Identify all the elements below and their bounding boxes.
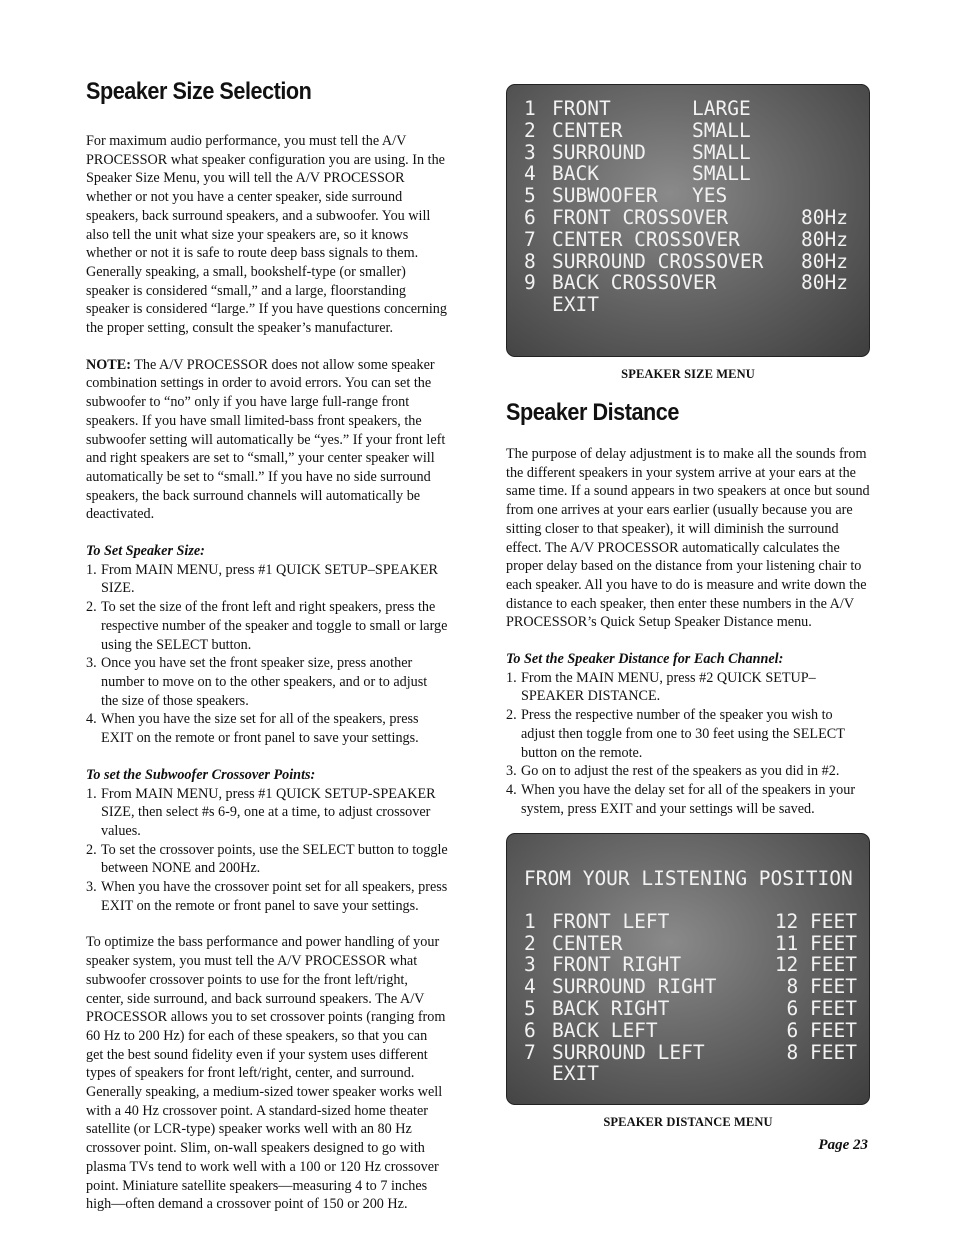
list-item: 4. When you have the delay set for all of the speakers in your system, press EXIT and your settings will be saved. bbox=[506, 781, 856, 817]
size-menu-row-crossover bbox=[801, 185, 869, 207]
distance-menu-header: FROM YOUR LISTENING POSITION bbox=[524, 867, 853, 890]
speaker-size-menu-caption: SPEAKER SIZE MENU bbox=[621, 367, 755, 381]
list-item: 1. From MAIN MENU, press #1 QUICK SETUP-SPEAKER SIZE, then select #s 6-9, one at a time, to adjust crossover values. bbox=[86, 785, 436, 839]
size-menu-row bbox=[524, 163, 869, 185]
distance-menu-row bbox=[524, 954, 869, 976]
distance-menu-row-value: 12 FEET bbox=[774, 953, 857, 977]
subheading-speaker-distance: To Set the Speaker Distance for Each Channel: bbox=[506, 651, 784, 668]
distance-menu-row-label: BACK RIGHT bbox=[552, 996, 670, 1020]
distance-menu-row-label: SURROUND RIGHT bbox=[552, 975, 717, 999]
bass-paragraph: To optimize the bass performance and power handling of your speaker system, you must tell the A/V PROCESSOR what subwoofer crossover points to use for the front left/right, center, side surround, and back surround speakers. The A/V PROCESSOR allows you to set crossover points (ranging from 60 Hz to 200 Hz) for each of these speakers, so that you can get the best sound fidelity even if your system uses different types of speakers for front left/right, center, and surround. Generally speaking, a medium-sized tower speaker works well with a 40 Hz crossover point. A standard-sized home theater satellite (or LCR-type) speaker works well with an 80 Hz crossover point. Slim, on-wall speakers designed to go with plasma TVs tend to work well with a 100 or 120 Hz crossover point. Miniature satellite speakers—measuring 4 to 7 inches high—often demand a crossover point of 150 or 200 Hz. bbox=[86, 934, 446, 1213]
note-label: NOTE: bbox=[86, 356, 131, 373]
size-menu-row-number: 7 bbox=[524, 227, 536, 251]
distance-menu-row-value: 8 FEET bbox=[786, 1040, 857, 1064]
size-menu-row bbox=[524, 294, 869, 316]
distance-menu-row-label: BACK LEFT bbox=[552, 1018, 658, 1042]
list-item: 4. When you have the size set for all of the speakers, press EXIT on the remote or front panel to save your settings. bbox=[86, 711, 419, 747]
speaker-distance-intro: The purpose of delay adjustment is to make all the sounds from the different speakers in your system arrive at your ears at the same time. If a sound appears in two speakers at once but sound from one arrives at your ears earlier (usually because you are sitting closer to that speaker), it will diminish the surround effect. The A/V PROCESSOR automatically calculates the proper delay based on the distance from your listening chair to each speaker. All you have to do is measure and write down the distance to each speaker, then enter these numbers in the A/V PROCESSOR’s Quick Setup Speaker Distance menu. bbox=[506, 446, 870, 631]
right-column bbox=[506, 84, 870, 1129]
list-item: 2. Press the respective number of the speaker you wish to adjust then toggle from one to 30 feet using the SELECT button on the remote. bbox=[506, 707, 845, 761]
note-paragraph bbox=[86, 356, 448, 524]
list-item: 2. To set the size of the front left and right speakers, press the respective number of the speaker and toggle to small or large using the SELECT button. bbox=[86, 599, 448, 653]
size-menu-row-crossover: 80Hz bbox=[801, 249, 848, 273]
distance-menu-row bbox=[524, 1063, 869, 1085]
distance-menu-row-label: FRONT LEFT bbox=[552, 909, 670, 933]
list-item: 3. Once you have set the front speaker size, press another number to move on to the other speakers, and or to adjust the size of those speakers. bbox=[86, 655, 428, 709]
size-menu-row-value bbox=[692, 272, 801, 294]
list-item: 2. To set the crossover points, use the SELECT button to toggle between NONE and 200Hz. bbox=[86, 841, 448, 877]
size-menu-row-value bbox=[692, 251, 801, 273]
size-menu-row bbox=[524, 142, 869, 164]
list-set-speaker-size bbox=[86, 561, 448, 748]
speaker-size-menu-rows bbox=[524, 98, 869, 316]
size-menu-row-label: CENTER CROSSOVER bbox=[552, 227, 740, 251]
distance-menu-row-label: FRONT RIGHT bbox=[552, 953, 682, 977]
size-menu-row-label: BACK CROSSOVER bbox=[552, 271, 717, 295]
distance-menu-row-number: 1 bbox=[524, 909, 536, 933]
distance-menu-row-value bbox=[771, 1063, 857, 1085]
distance-menu-row-number: 5 bbox=[524, 996, 536, 1020]
subheading-set-speaker-size: To Set Speaker Size: bbox=[86, 543, 205, 560]
size-menu-row-label: FRONT CROSSOVER bbox=[552, 205, 729, 229]
speaker-distance-menu-caption: SPEAKER DISTANCE MENU bbox=[603, 1115, 773, 1129]
page-number: Page 23 bbox=[818, 1137, 868, 1153]
distance-menu-row-number: 7 bbox=[524, 1040, 536, 1064]
distance-menu-row-number: 4 bbox=[524, 975, 536, 999]
size-menu-row bbox=[524, 120, 869, 142]
size-menu-row-value: YES bbox=[692, 184, 728, 208]
size-menu-row-label: SURROUND bbox=[552, 140, 646, 164]
distance-menu-row bbox=[524, 1042, 869, 1064]
size-menu-row-label: SUBWOOFER bbox=[552, 184, 658, 208]
size-menu-row-number: 3 bbox=[524, 140, 536, 164]
distance-menu-row-label: CENTER bbox=[552, 931, 623, 955]
distance-menu-row-label: EXIT bbox=[552, 1062, 599, 1086]
left-column bbox=[86, 78, 448, 1214]
size-menu-row-number: 6 bbox=[524, 205, 536, 229]
speaker-distance-menu-rows bbox=[524, 911, 869, 1085]
size-menu-row bbox=[524, 229, 869, 251]
size-menu-row-number: 8 bbox=[524, 249, 536, 273]
section-title-speaker-size: Speaker Size Selection bbox=[86, 78, 312, 105]
size-menu-row-value: SMALL bbox=[692, 140, 751, 164]
size-menu-row-crossover: 80Hz bbox=[801, 271, 848, 295]
distance-menu-row-value: 6 FEET bbox=[786, 996, 857, 1020]
size-menu-row-value bbox=[692, 207, 801, 229]
distance-menu-row-number: 3 bbox=[524, 953, 536, 977]
size-menu-row-crossover bbox=[801, 163, 869, 185]
size-menu-row-number: 9 bbox=[524, 271, 536, 295]
size-menu-row bbox=[524, 272, 869, 294]
size-menu-row-value bbox=[692, 229, 801, 251]
list-item: 3. When you have the crossover point set for all speakers, press EXIT on the remote or front panel to save your settings. bbox=[86, 879, 448, 914]
size-menu-row-crossover: 80Hz bbox=[801, 227, 848, 251]
size-menu-row bbox=[524, 251, 869, 273]
list-item: 3. Go on to adjust the rest of the speakers as you did in #2. bbox=[506, 763, 840, 780]
distance-menu-row-number: 6 bbox=[524, 1018, 536, 1042]
distance-menu-row-value: 12 FEET bbox=[774, 909, 857, 933]
distance-menu-row-value: 11 FEET bbox=[774, 931, 857, 955]
speaker-distance-menu-screen bbox=[506, 833, 870, 1105]
speaker-size-menu-screen bbox=[506, 84, 870, 357]
size-menu-row bbox=[524, 185, 869, 207]
list-item: 1. From the MAIN MENU, press #2 QUICK SETUP–SPEAKER DISTANCE. bbox=[506, 669, 816, 705]
distance-menu-row bbox=[524, 1020, 869, 1042]
section-title-speaker-distance: Speaker Distance bbox=[506, 399, 679, 426]
size-menu-row-crossover: 80Hz bbox=[801, 205, 848, 229]
note-text: The A/V PROCESSOR does not allow some speaker combination settings in order to avoid errors. You can set the subwoofer to “no” only if you have large full-range front speakers. If you have small limited-bass front speakers, the subwoofer setting will automatically be “yes.” If your front left and right speakers are set to “small,” your center speaker will automatically be set to “small.” If you have no side surround speakers, the back surround channels will automatically be deactivated. bbox=[86, 356, 446, 523]
speaker-size-intro: For maximum audio performance, you must tell the A/V PROCESSOR what speaker configuration you are using. In the Speaker Size Menu, you will tell the A/V PROCESSOR whether or not you have a center speaker, side surround speakers, back surround speakers, and a subwoofer. You will also tell the unit what size your speakers are, so it knows whether or not it is safe to route deep bass signals to them. Generally speaking, a small, bookshelf-type (or smaller) speaker is considered “small,” and a large, floorstanding speaker is considered “large.” If you have questions concerning the proper setting, consult the speaker’s manufacturer. bbox=[86, 133, 447, 337]
size-menu-row-number: 2 bbox=[524, 118, 536, 142]
subheading-crossover: To set the Subwoofer Crossover Points: bbox=[86, 766, 316, 783]
list-item: 1. From MAIN MENU, press #1 QUICK SETUP–SPEAKER SIZE. bbox=[86, 561, 438, 597]
size-menu-row-label: EXIT bbox=[552, 293, 599, 317]
size-menu-row-number: 4 bbox=[524, 162, 536, 186]
size-menu-row-value bbox=[692, 294, 801, 316]
size-menu-row-crossover bbox=[801, 120, 869, 142]
size-menu-row-crossover bbox=[801, 98, 869, 120]
size-menu-row-label: FRONT bbox=[552, 97, 611, 120]
size-menu-row-number: 5 bbox=[524, 184, 536, 208]
distance-menu-row bbox=[524, 976, 869, 998]
size-menu-row-number bbox=[524, 294, 552, 316]
size-menu-row-crossover bbox=[801, 294, 869, 316]
size-menu-row-crossover bbox=[801, 142, 869, 164]
distance-menu-row-label: SURROUND LEFT bbox=[552, 1040, 705, 1064]
list-crossover bbox=[86, 785, 448, 916]
distance-menu-row bbox=[524, 933, 869, 955]
size-menu-row-label: CENTER bbox=[552, 118, 623, 142]
size-menu-row-number: 1 bbox=[524, 97, 536, 120]
size-menu-row bbox=[524, 98, 869, 120]
distance-menu-row bbox=[524, 998, 869, 1020]
distance-menu-row-value: 6 FEET bbox=[786, 1018, 857, 1042]
size-menu-row-value: SMALL bbox=[692, 118, 751, 142]
list-speaker-distance bbox=[506, 669, 870, 819]
distance-menu-row-number: 2 bbox=[524, 931, 536, 955]
distance-menu-row-number bbox=[524, 1063, 552, 1085]
distance-menu-row-value: 8 FEET bbox=[786, 975, 857, 999]
size-menu-row-value: LARGE bbox=[692, 97, 751, 120]
size-menu-row-label: BACK bbox=[552, 162, 599, 186]
size-menu-row bbox=[524, 207, 869, 229]
size-menu-row-label: SURROUND CROSSOVER bbox=[552, 249, 764, 273]
distance-menu-row bbox=[524, 911, 869, 933]
size-menu-row-value: SMALL bbox=[692, 162, 751, 186]
